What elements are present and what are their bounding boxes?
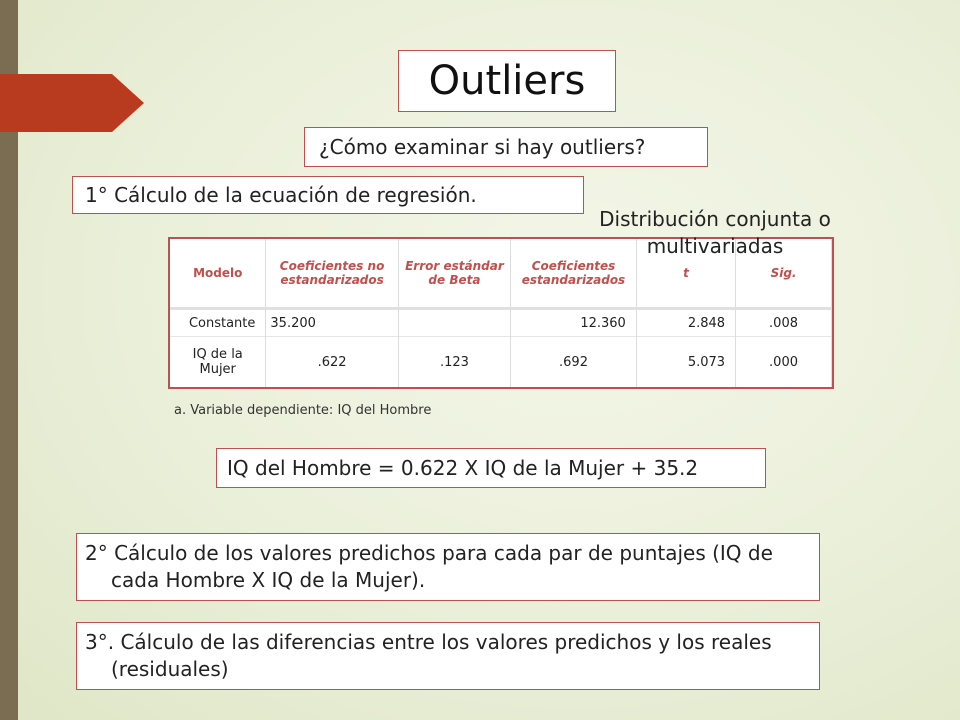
regression-equation: IQ del Hombre = 0.622 X IQ de la Mujer + 35.2	[216, 448, 766, 488]
header-standardized: Coeficientes estandarizados	[511, 239, 637, 309]
slide-title: Outliers	[398, 50, 616, 112]
table-row	[170, 309, 832, 337]
cell-modelo: Constante	[170, 309, 266, 337]
header-std-error: Error estándar de Beta	[398, 239, 510, 309]
header-unstandardized: Coeficientes no estandarizados	[266, 239, 398, 309]
question-text: ¿Cómo examinar si hay outliers?	[304, 127, 708, 167]
step-2-text: 2° Cálculo de los valores predichos para cada par de puntajes (IQ de cada Hombre X IQ de la Mujer).	[85, 541, 773, 592]
cell-unstandardized: .622	[266, 337, 398, 387]
header-t: t	[636, 239, 735, 309]
cell-unstandardized: 35.200	[266, 309, 398, 337]
cell-t: 5.073	[636, 337, 735, 387]
cell-std-error	[398, 309, 510, 337]
step-2-box	[76, 533, 820, 601]
cell-sig: .008	[736, 309, 832, 337]
cell-modelo: IQ de la Mujer	[170, 337, 266, 387]
distribution-label: Distribución conjunta o multivariadas	[599, 207, 831, 258]
red-arrow-accent	[0, 74, 144, 132]
cell-standardized: 12.360	[511, 309, 637, 337]
step-3-text: 3°. Cálculo de las diferencias entre los valores predichos y los reales (residuales)	[85, 630, 772, 681]
step-3-box	[76, 622, 820, 690]
step-1-text: 1° Cálculo de la ecuación de regresión.	[72, 176, 584, 214]
header-modelo: Modelo	[170, 239, 266, 309]
table-row	[170, 337, 832, 387]
cell-std-error: .123	[398, 337, 510, 387]
header-sig: Sig.	[736, 239, 832, 309]
cell-sig: .000	[736, 337, 832, 387]
table-footnote: a. Variable dependiente: IQ del Hombre	[174, 403, 432, 418]
cell-t: 2.848	[636, 309, 735, 337]
cell-standardized: .692	[511, 337, 637, 387]
